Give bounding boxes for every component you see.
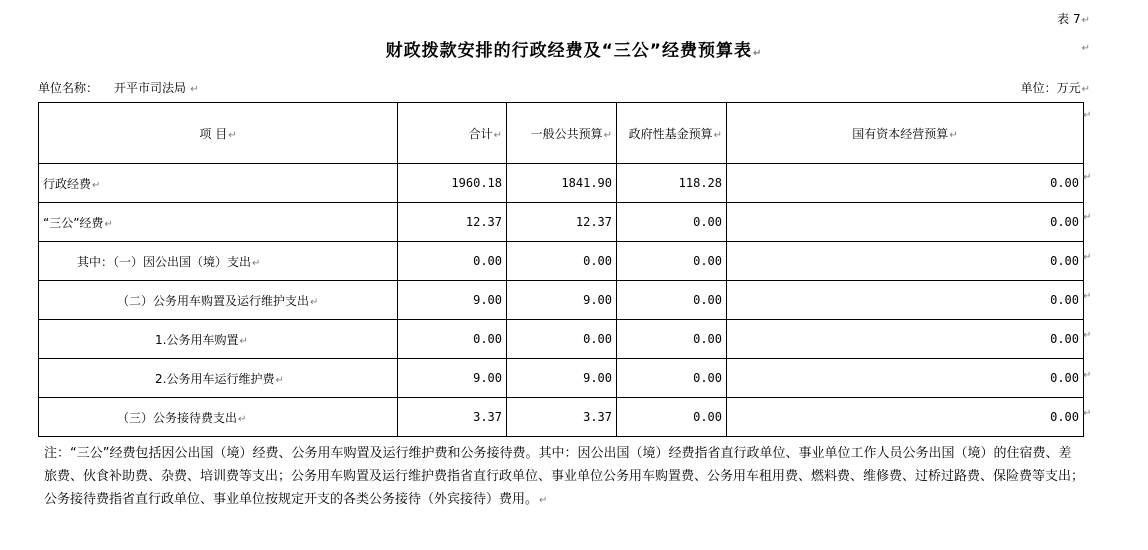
cell-fund: 0.00 xyxy=(617,281,727,320)
cell-general: 1841.90 xyxy=(507,164,617,203)
cell-state-capital: 0.00 xyxy=(727,281,1084,320)
unit-name-label: 单位名称： xyxy=(38,81,99,95)
row-end-mark: ↵ xyxy=(1083,212,1092,223)
table-row xyxy=(39,281,1084,320)
cell-total: 9.00 xyxy=(398,281,507,320)
cell-total: 1960.18 xyxy=(398,164,507,203)
table-header-row xyxy=(39,103,1084,164)
row-label: “三公”经费↵ xyxy=(39,203,398,242)
budget-table xyxy=(38,102,1084,437)
row-end-mark: ↵ xyxy=(1083,330,1092,341)
cell-total: 3.37 xyxy=(398,398,507,437)
cell-total: 9.00 xyxy=(398,359,507,398)
cell-fund: 0.00 xyxy=(617,398,727,437)
row-end-mark: ↵ xyxy=(1083,408,1092,419)
money-unit: 单位：万元↵ xyxy=(1020,81,1090,95)
cell-state-capital: 0.00 xyxy=(727,203,1084,242)
cell-general: 3.37 xyxy=(507,398,617,437)
cell-fund: 118.28 xyxy=(617,164,727,203)
table-row xyxy=(39,320,1084,359)
document-title: 财政拨款安排的行政经费及“三公”经费预算表↵ xyxy=(385,41,763,61)
col-header-item: 项 目↵ xyxy=(39,103,398,164)
row-label: 行政经费↵ xyxy=(39,164,398,203)
table-row xyxy=(39,398,1084,437)
cell-state-capital: 0.00 xyxy=(727,320,1084,359)
row-label: 1.公务用车购置↵ xyxy=(39,320,398,359)
cell-general: 0.00 xyxy=(507,320,617,359)
cell-general: 9.00 xyxy=(507,359,617,398)
table-number: 表 7↵ xyxy=(1057,12,1090,26)
row-end-mark: ↵ xyxy=(1083,172,1092,183)
col-header-state-capital: 国有资本经营预算↵ xyxy=(727,103,1084,164)
cell-total: 12.37 xyxy=(398,203,507,242)
cell-total: 0.00 xyxy=(398,242,507,281)
cell-fund: 0.00 xyxy=(617,203,727,242)
row-end-mark: ↵ xyxy=(1083,291,1092,302)
table-row xyxy=(39,242,1084,281)
cell-state-capital: 0.00 xyxy=(727,398,1084,437)
table-row xyxy=(39,203,1084,242)
row-end-mark: ↵ xyxy=(1083,370,1092,381)
row-label: （三）公务接待费支出↵ xyxy=(39,398,398,437)
table-row xyxy=(39,164,1084,203)
table-row xyxy=(39,359,1084,398)
row-label: 2.公务用车运行维护费↵ xyxy=(39,359,398,398)
unit-name-value: 开平市司法局 xyxy=(114,81,187,95)
unit-name-line: 单位名称： 开平市司法局 ↵ xyxy=(38,81,199,95)
col-header-fund: 政府性基金预算↵ xyxy=(617,103,727,164)
cell-general: 0.00 xyxy=(507,242,617,281)
col-header-total: 合计↵ xyxy=(398,103,507,164)
row-end-mark: ↵ xyxy=(1083,110,1092,121)
cell-total: 0.00 xyxy=(398,320,507,359)
cell-fund: 0.00 xyxy=(617,320,727,359)
footnote: 注：“三公”经费包括因公出国（境）经费、公务用车购置及运行维护费和公务接待费。其中：因公出国（境）经费指省直行政单位、事业单位工作人员公务出国（境）的住宿费、差旅费、伙食补助费、杂费、培训费等支出；公务用车购置及运行维护费指省直行政单位、事业单位公务用车购置费、公务用车租用费、燃料费、维修费、过桥过路费、保险费等支出；公务接待费指省直行政单位、事业单位按规定开支的各类公务接待（外宾接待）费用。↵ xyxy=(44,446,1085,507)
row-label: 其中：（一）因公出国（境）支出↵ xyxy=(39,242,398,281)
paragraph-mark: ↵ xyxy=(1081,43,1090,54)
cell-general: 12.37 xyxy=(507,203,617,242)
col-header-general: 一般公共预算↵ xyxy=(507,103,617,164)
cell-state-capital: 0.00 xyxy=(727,359,1084,398)
cell-general: 9.00 xyxy=(507,281,617,320)
cell-state-capital: 0.00 xyxy=(727,164,1084,203)
cell-fund: 0.00 xyxy=(617,242,727,281)
row-label: （二）公务用车购置及运行维护支出↵ xyxy=(39,281,398,320)
cell-state-capital: 0.00 xyxy=(727,242,1084,281)
cell-fund: 0.00 xyxy=(617,359,727,398)
row-end-mark: ↵ xyxy=(1083,252,1092,263)
